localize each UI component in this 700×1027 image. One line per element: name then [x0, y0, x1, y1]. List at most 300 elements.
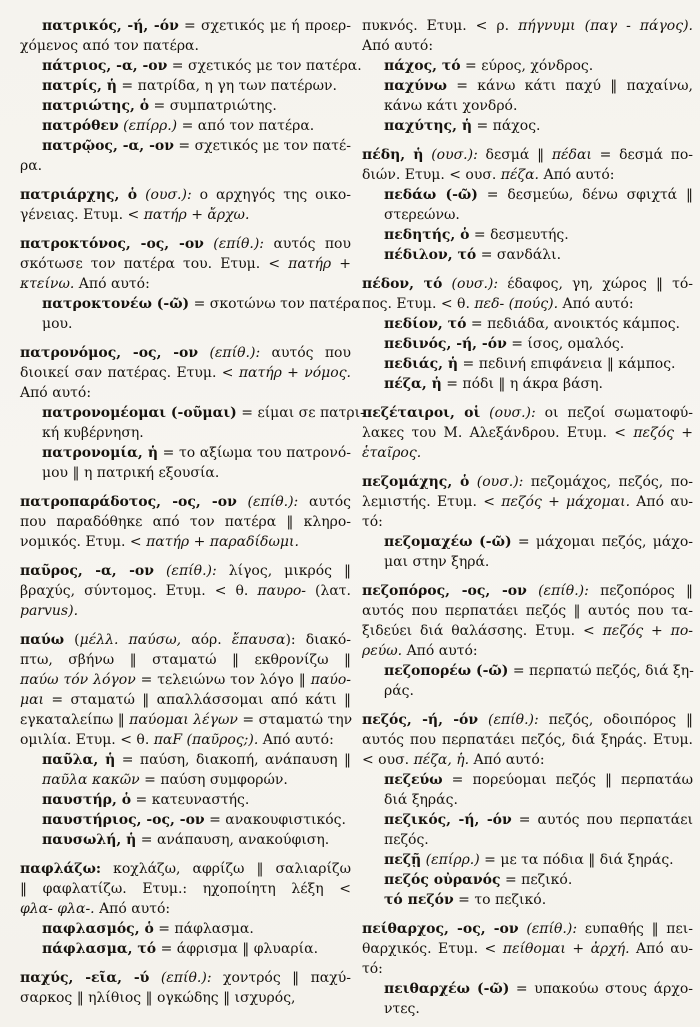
text-line: [384, 532, 693, 552]
text-line: [362, 492, 693, 512]
headword-text: πατρονόμος, -ος, -ον: [20, 345, 199, 361]
headword-text: παύω: [20, 632, 65, 648]
text-line: [384, 225, 693, 245]
body-text: ευπαθής ‖ πει-: [577, 921, 693, 937]
text-line: [20, 650, 351, 670]
headword-text: πεζός, -ή, -όν: [362, 712, 479, 728]
body-text: = σχετικός με τον πατέ-: [173, 138, 351, 154]
body-text: σκότωσε τον πατέρα του. Ετυμ. <: [20, 256, 289, 272]
body-text: = μάχομαι πεζός, μάχο-: [511, 534, 693, 550]
body-text: που παραδόθηκε από τον πατέρα ‖ κληρο-: [20, 514, 351, 530]
body-text: λίγος, μικρός ‖: [216, 563, 351, 579]
body-text: αυτός που: [260, 345, 351, 361]
italic-text: (ουσ.):: [480, 405, 536, 421]
text-line: [384, 870, 693, 890]
text-line: [362, 423, 693, 443]
headword-text: πειθαρχέω (-ῶ): [384, 981, 510, 997]
text-line: [362, 621, 693, 641]
body-text: πεζομάχος, πεζός, πο-: [523, 474, 693, 490]
body-text: = ίσος, ομαλός.: [506, 336, 625, 352]
dictionary-entry: [20, 561, 351, 621]
body-text: = περπατώ πεζός, διά ξη-: [508, 663, 694, 679]
italic-text: (επίθ.):: [149, 970, 212, 986]
body-text: έδαφος, γη, χώρος ‖ τό-: [498, 276, 693, 292]
text-line: [384, 681, 693, 701]
text-line: [42, 294, 361, 314]
body-text: = σκοτώνω τον πατέρα: [189, 296, 361, 312]
italic-text: (επίρρ.): [421, 852, 480, 868]
headword-text: παχύς, -εῖα, -ύ: [20, 970, 150, 986]
text-line: [42, 750, 351, 770]
dictionary-subentry: [384, 225, 693, 245]
body-text: = ανάπαυση, ανακούφιση.: [136, 832, 330, 848]
italic-text: (επίθ.):: [153, 563, 217, 579]
body-text: δεσμά ‖: [477, 147, 552, 163]
body-text: πεζός.: [384, 832, 429, 848]
body-text: πτω, σβήνω ‖ σταματώ ‖ εκθρονίζω ‖: [20, 652, 351, 668]
headword-text: παχύνω: [384, 78, 447, 94]
text-line: [20, 36, 351, 56]
text-line: [20, 383, 351, 403]
dictionary-subentry: [42, 443, 351, 483]
dictionary-entry: [362, 145, 693, 185]
text-line: [384, 661, 693, 681]
text-line: [42, 770, 351, 790]
dictionary-entry: [20, 343, 351, 403]
italic-text: κτείνω.: [20, 276, 75, 292]
body-text: = πεζικό.: [500, 872, 573, 888]
body-text: = πατρίδα, η γη των πατέρων.: [116, 78, 337, 94]
dictionary-entry: [362, 581, 693, 661]
body-text: διοικεί σαν πατέρας. Ετυμ. <: [20, 365, 239, 381]
body-text: Από αυτό:: [469, 752, 545, 768]
italic-text: πέζα, ἡ.: [413, 752, 470, 768]
body-text: = δεσμεύω, δένω σφιχτά ‖: [477, 187, 693, 203]
body-text: ‖ φαφλατίζω. Ετυμ.: ηχοποίητη λέξη <: [20, 881, 351, 897]
italic-text: πείθομαι + ἀρχή.: [502, 941, 630, 957]
headword-text: παυσωλή, ἡ: [42, 832, 137, 848]
body-text: = δεσμά πο-: [591, 147, 693, 163]
right-column: [362, 16, 693, 1019]
text-line: [384, 354, 693, 374]
text-line: [362, 274, 693, 294]
text-line: [20, 363, 351, 383]
text-line: [20, 205, 351, 225]
headword-text: πεζοπόρος, -ος, -ον: [362, 583, 527, 599]
dictionary-entry: [362, 16, 693, 56]
headword-text: πατρικός, -ή, -όν: [42, 18, 179, 34]
text-line: [384, 979, 693, 999]
dictionary-subentry: [384, 979, 693, 1019]
body-text: Από αυτό:: [402, 643, 478, 659]
headword-text: τό πεζόν: [384, 892, 454, 908]
text-line: [384, 116, 693, 136]
headword-text: πατριώτης, ὁ: [42, 98, 150, 114]
body-text: = συμπατριώτης.: [149, 98, 277, 114]
text-line: [362, 294, 693, 314]
dictionary-entry: [20, 968, 351, 1008]
text-line: [20, 581, 351, 601]
dictionary-subentry: [42, 750, 351, 790]
body-text: πεζοπόρος ‖: [588, 583, 693, 599]
text-line: [20, 532, 351, 552]
body-text: (λατ.: [305, 583, 351, 599]
text-line: [20, 274, 351, 294]
text-line: [384, 790, 693, 810]
italic-text: parvus).: [20, 603, 79, 619]
dictionary-subentry: [384, 850, 693, 870]
text-line: [42, 423, 351, 443]
italic-text: ἑταῖρος.: [362, 445, 422, 461]
body-text: κάνω κάτι χονδρό.: [384, 98, 518, 114]
body-text: = σανδάλι.: [476, 247, 562, 263]
italic-text: (ουσ.):: [469, 474, 524, 490]
body-text: = παύση, διακοπή, ανάπαυση ‖: [115, 752, 351, 768]
italic-text: παυρο-: [257, 583, 306, 599]
body-text: = με τα πόδια ‖ διά ξηράς.: [479, 852, 674, 868]
headword-text: πεζῇ: [384, 852, 422, 868]
italic-text: παF (παῦρος;).: [153, 732, 259, 748]
text-line: [42, 463, 351, 483]
italic-text: πέδαι: [551, 147, 592, 163]
headword-text: παυστήριος, -ος, -ον: [42, 812, 205, 828]
italic-text: (επίθ.):: [478, 712, 539, 728]
body-text: Από αυ-: [629, 941, 693, 957]
text-line: [384, 96, 693, 116]
text-line: [384, 374, 693, 394]
text-line: [42, 919, 351, 939]
body-text: ξιδεύει διά θαλάσσης. Ετυμ. <: [362, 623, 603, 639]
italic-text: πατήρ + νόμος.: [238, 365, 351, 381]
dictionary-subentry: [384, 56, 693, 76]
body-text: ομιλία. Ετυμ. < θ.: [20, 732, 154, 748]
dictionary-subentry: [42, 403, 365, 443]
italic-text: μαι: [20, 692, 45, 708]
dictionary-subentry: [384, 532, 693, 572]
headword-text: παχύτης, ἡ: [384, 118, 472, 134]
dictionary-entry: [20, 859, 351, 919]
body-text: αυτός που περπατάει πεζός, διά ξηράς. Ετυμ.: [362, 732, 693, 748]
body-text: διά ξηράς.: [384, 792, 458, 808]
headword-text: πεζομάχης, ὁ: [362, 474, 470, 490]
dictionary-subentry: [384, 354, 693, 374]
body-text: ): διακό-: [285, 632, 351, 648]
body-text: σαρκος ‖ ηλίθιος ‖ ογκώδης ‖ ισχυρός,: [20, 990, 296, 1006]
body-text: Από αυτό:: [539, 167, 615, 183]
text-line: [42, 810, 351, 830]
left-column: [20, 16, 365, 1008]
text-line: [20, 710, 351, 730]
italic-text: μέλλ. παύσω,: [79, 632, 182, 648]
headword-text: πατρόθεν: [42, 118, 119, 134]
text-line: [362, 581, 693, 601]
body-text: = από τον πατέρα.: [177, 118, 315, 134]
headword-text: πεδιάς, ἡ: [384, 356, 459, 372]
italic-text: παύω τόν λόγον: [20, 672, 136, 688]
headword-text: πεδάω (-ῶ): [384, 187, 478, 203]
text-line: [42, 939, 351, 959]
headword-text: πεζέταιροι, οἱ: [362, 405, 481, 421]
italic-text: πεζός + πο-: [602, 623, 694, 639]
body-text: αυτός που περπατάει πεζός ‖ αυτός που τα-: [362, 603, 693, 619]
text-line: [20, 254, 351, 274]
text-line: [20, 859, 351, 879]
text-line: [42, 830, 351, 850]
italic-text: (επίθ.):: [198, 345, 261, 361]
body-text: = το αξίωμα του πατρονό-: [158, 445, 351, 461]
italic-text: παύο-: [310, 672, 352, 688]
headword-text: πεδινός, -ή, -όν: [384, 336, 507, 352]
dictionary-subentry: [384, 116, 693, 136]
dictionary-subentry: [20, 136, 351, 176]
text-line: [42, 790, 351, 810]
text-line: [362, 512, 693, 532]
text-line: [384, 890, 693, 910]
body-text: κή κυβέρνηση.: [42, 425, 144, 441]
text-line: [362, 919, 693, 939]
body-text: τό:: [362, 961, 383, 977]
text-line: [20, 343, 351, 363]
text-line: [20, 899, 351, 919]
italic-text: (ουσ.):: [137, 187, 192, 203]
body-text: = σχετικός με ή προερ-: [178, 18, 351, 34]
italic-text: πατήρ + παραδίδωμι.: [146, 534, 299, 550]
headword-text: πατρονομία, ἡ: [42, 445, 159, 461]
body-text: Από αυτό:: [258, 732, 334, 748]
italic-text: ἔπαυσα: [231, 632, 286, 648]
headword-text: πέδη, ἡ: [362, 147, 424, 163]
text-line: [384, 314, 693, 334]
dictionary-subentry: [42, 939, 351, 959]
text-line: [20, 56, 362, 76]
dictionary-entry: [362, 274, 693, 314]
text-line: [362, 443, 693, 463]
italic-text: (επίθ.):: [236, 494, 299, 510]
dictionary-subentry: [42, 810, 351, 830]
dictionary-subentry: [384, 661, 693, 701]
text-line: [42, 443, 351, 463]
headword-text: παυστήρ, ὁ: [42, 792, 132, 808]
headword-text: πέδιλον, τό: [384, 247, 477, 263]
text-line: [384, 205, 693, 225]
body-text: +: [331, 256, 351, 272]
dictionary-subentry: [384, 76, 693, 116]
italic-text: φλα- φλα-.: [20, 901, 95, 917]
dictionary-subentry: [20, 56, 362, 76]
body-text: ντες.: [384, 1001, 420, 1017]
text-line: [384, 185, 693, 205]
text-line: [362, 710, 693, 730]
text-line: [20, 16, 351, 36]
text-line: [20, 968, 351, 988]
text-line: [20, 988, 351, 1008]
dictionary-subentry: [384, 334, 693, 354]
headword-text: πάχος, τό: [384, 58, 461, 74]
headword-text: πάφλασμα, τό: [42, 941, 157, 957]
dictionary-entry: [362, 710, 693, 770]
body-text: τό:: [362, 514, 383, 530]
body-text: βραχύς, σύντομος. Ετυμ. < θ.: [20, 583, 258, 599]
italic-text: πεζός + μάχομαι.: [501, 494, 631, 510]
italic-text: παῦλα κακῶν: [42, 772, 140, 788]
dictionary-subentry: [384, 870, 693, 890]
body-text: Από αυτό:: [20, 385, 92, 401]
body-text: = ανακουφιστικός.: [204, 812, 346, 828]
headword-text: πεζεύω: [384, 772, 443, 788]
dictionary-entry: [362, 919, 693, 979]
body-text: μου.: [42, 316, 73, 332]
headword-text: πεδίον, τό: [384, 316, 467, 332]
italic-text: (επίρρ.): [118, 118, 178, 134]
dictionary-subentry: [42, 919, 351, 939]
text-line: [20, 561, 351, 581]
text-line: [384, 810, 693, 830]
body-text: λακες του Μ. Αλεξάνδρου. Ετυμ. <: [362, 425, 634, 441]
headword-text: πεζικός, -ή, -όν: [384, 812, 512, 828]
body-text: = είμαι σε πατρι-: [236, 405, 365, 421]
headword-text: πείθαρχος, -ος, -ον: [362, 921, 519, 937]
headword-text: πατροπαράδοτος, -ος, -ον: [20, 494, 237, 510]
body-text: = άφρισμα ‖ φλυαρία.: [156, 941, 319, 957]
body-text: ρα.: [20, 158, 43, 174]
italic-text: πέζα.: [500, 167, 540, 183]
body-text: = πορεύομαι πεζός ‖ περπατάω: [442, 772, 693, 788]
text-line: [384, 830, 693, 850]
text-line: [362, 939, 693, 959]
headword-text: πεδητής, ὁ: [384, 227, 470, 243]
dictionary-subentry: [384, 810, 693, 850]
body-text: = τελειώνω τον λόγο ‖: [135, 672, 311, 688]
italic-text: (επίθ.):: [518, 921, 578, 937]
body-text: χοντρός ‖ παχύ-: [211, 970, 351, 986]
headword-text: παφλασμός, ὁ: [42, 921, 154, 937]
text-line: [384, 770, 693, 790]
text-line: [20, 234, 351, 254]
body-text: = πάφλασμα.: [153, 921, 254, 937]
dictionary-subentry: [20, 96, 351, 116]
text-line: [20, 670, 351, 690]
body-text: Από αυτό:: [362, 38, 434, 54]
headword-text: πάτριος, -α, -ον: [42, 58, 168, 74]
italic-text: ρεύω.: [362, 643, 403, 659]
body-text: μου ‖ η πατρική εξουσία.: [42, 465, 220, 481]
body-text: πος. Ετυμ. < θ.: [362, 296, 475, 312]
body-text: = το πεζικό.: [453, 892, 547, 908]
body-text: διών. Ετυμ. < ουσ.: [362, 167, 501, 183]
dictionary-subentry: [42, 294, 361, 334]
body-text: στερεώνω.: [384, 207, 460, 223]
body-text: Από αυτό:: [94, 901, 171, 917]
headword-text: πατροκτόνος, -ος, -ον: [20, 236, 204, 252]
text-line: [20, 630, 351, 650]
dictionary-subentry: [42, 790, 351, 810]
headword-text: παῦλα, ἡ: [42, 752, 116, 768]
text-line: [20, 601, 351, 621]
body-text: αυτός: [298, 494, 351, 510]
dictionary-subentry: [20, 76, 351, 96]
text-line: [362, 959, 693, 979]
italic-text: πατήρ + ἄρχω.: [143, 207, 250, 223]
text-line: [362, 403, 693, 423]
text-line: [362, 601, 693, 621]
italic-text: πήγνυμι (παγ - πάγος).: [518, 18, 693, 34]
body-text: = αυτός που περπατάει: [511, 812, 694, 828]
text-line: [362, 36, 693, 56]
text-line: [42, 403, 365, 423]
text-line: [362, 750, 693, 770]
text-line: [42, 314, 351, 334]
text-line: [362, 641, 693, 661]
italic-text: πεδ- (πούς).: [474, 296, 559, 312]
body-text: = κατευναστής.: [131, 792, 250, 808]
headword-text: πατριάρχης, ὁ: [20, 187, 138, 203]
italic-text: (επίθ.):: [526, 583, 589, 599]
body-text: λεμιστής. Ετυμ. <: [362, 494, 502, 510]
text-line: [20, 492, 351, 512]
body-text: πεζός, οδοιπόρος ‖: [538, 712, 693, 728]
text-line: [384, 76, 693, 96]
dictionary-subentry: [42, 830, 351, 850]
body-text: οι πεζοί σωματοφύ-: [535, 405, 693, 421]
text-line: [20, 690, 351, 710]
body-text: = σταματώ ‖ απαλλάσσομαι από κάτι ‖: [44, 692, 351, 708]
text-line: [20, 512, 351, 532]
body-text: γένειας. Ετυμ. <: [20, 207, 144, 223]
body-text: = πάχος.: [472, 118, 541, 134]
body-text: αόρ.: [181, 632, 232, 648]
dictionary-subentry: [384, 770, 693, 810]
headword-text: παῦρος, -α, -ον: [20, 563, 154, 579]
dictionary-subentry: [384, 185, 693, 225]
body-text: χόμενος από τον πατέρα.: [20, 38, 199, 54]
body-text: = υπακούω στους άρχο-: [509, 981, 693, 997]
dictionary-subentry: [384, 245, 693, 265]
text-line: [362, 730, 693, 750]
body-text: (: [64, 632, 80, 648]
dictionary-entry: [20, 492, 351, 552]
headword-text: πεζομαχέω (-ῶ): [384, 534, 512, 550]
headword-text: πεζός οὐρανός: [384, 872, 501, 888]
body-text: = σχετικός με τον πατέρα.: [167, 58, 362, 74]
headword-text: πατρονομέομαι (-οῦμαι): [42, 405, 237, 421]
body-text: ο αρχηγός της οικο-: [191, 187, 351, 203]
body-text: αυτός που: [264, 236, 351, 252]
text-line: [384, 552, 693, 572]
text-line: [362, 16, 693, 36]
text-line: [20, 879, 351, 899]
text-line: [362, 145, 693, 165]
headword-text: πεζοπορέω (-ῶ): [384, 663, 509, 679]
headword-text: παφλάζω:: [20, 861, 102, 877]
body-text: εγκαταλείπω ‖: [20, 712, 130, 728]
headword-text: πατρῷος, -α, -ον: [42, 138, 174, 154]
italic-text: παύομαι λέγων: [129, 712, 238, 728]
italic-text: (ουσ.):: [423, 147, 478, 163]
text-line: [20, 156, 351, 176]
headword-text: πατροκτονέω (-ῶ): [42, 296, 190, 312]
italic-text: πατήρ: [288, 256, 332, 272]
text-line: [362, 165, 693, 185]
dictionary-subentry: [384, 890, 693, 910]
body-text: = πόδι ‖ η άκρα βάση.: [441, 376, 603, 392]
text-line: [20, 730, 351, 750]
body-text: μαι στην ξηρά.: [384, 554, 490, 570]
headword-text: πατρίς, ἡ: [42, 78, 117, 94]
text-line: [20, 136, 351, 156]
dictionary-entry: [20, 630, 351, 750]
text-line: [384, 245, 693, 265]
body-text: < ουσ.: [362, 752, 414, 768]
